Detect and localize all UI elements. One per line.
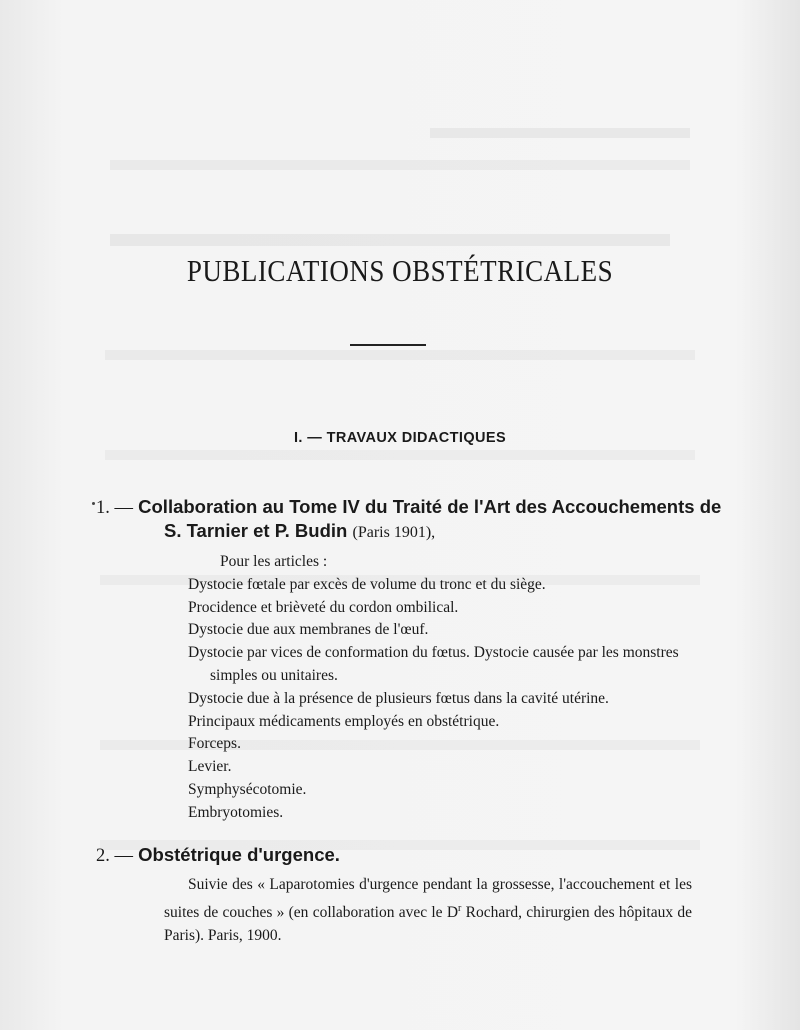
print-speck: [92, 502, 95, 505]
list-item: Forceps.: [188, 735, 241, 753]
section-heading: I. — TRAVAUX DIDACTIQUES: [293, 430, 507, 446]
entry-1-publication: (Paris 1901),: [352, 524, 436, 541]
bleed-through-shadow: [105, 450, 695, 460]
list-item: Dystocie fœtale par excès de volume du tronc et du siège.: [188, 575, 546, 593]
entry-2-number: 2. —: [96, 846, 133, 866]
list-item: Dystocie due à la présence de plusieurs fœtus dans la cavité utérine.: [188, 689, 609, 707]
page-title: PUBLICATIONS OBSTÉTRICALES: [186, 254, 614, 288]
bleed-through-shadow: [430, 128, 690, 138]
list-item: Procidence et brièveté du cordon ombilical.: [188, 598, 459, 616]
article-list-intro: Pour les articles :: [220, 553, 328, 570]
list-item: Dystocie par vices de conformation du fœtus. Dystocie causée par les monstres simples ou unitaires.: [188, 644, 679, 684]
entry-2-description: [164, 873, 692, 948]
list-item: Principaux médicaments employés en obstétrique.: [188, 712, 500, 730]
entry-2-text-part1: Suivie des « Laparotomies d'urgence pendant la grossesse, l'accouchement et les suites de couches » (en collaboration avec le D: [164, 876, 692, 921]
list-item: Embryotomies.: [188, 803, 284, 821]
entry-1-title-line1: Collaboration au Tome IV du Traité de l'Art des Accouchements de: [138, 496, 722, 517]
entry-1-title: [96, 494, 736, 521]
bleed-through-shadow: [105, 350, 695, 360]
list-item: Symphysécotomie.: [188, 780, 307, 798]
entry-2-text-part2: Rochard, chirurgien des hôpitaux de Paris). Paris, 1900.: [164, 903, 692, 945]
entry-2-heading: Obstétrique d'urgence.: [138, 844, 340, 865]
entry-1-title-line2: [164, 518, 724, 546]
bleed-through-shadow: [110, 160, 690, 170]
list-item: Levier.: [188, 758, 232, 776]
bleed-through-shadow: [110, 234, 670, 246]
entry-1-article-list: [188, 551, 708, 825]
list-item: Dystocie due aux membranes de l'œuf.: [188, 621, 429, 639]
entry-1-authors: S. Tarnier et P. Budin: [164, 520, 348, 541]
title-divider: [350, 344, 426, 346]
entry-2-text-superscript: r: [458, 902, 462, 914]
entry-2-title: [96, 842, 736, 869]
entry-1-number: 1. —: [96, 498, 133, 518]
